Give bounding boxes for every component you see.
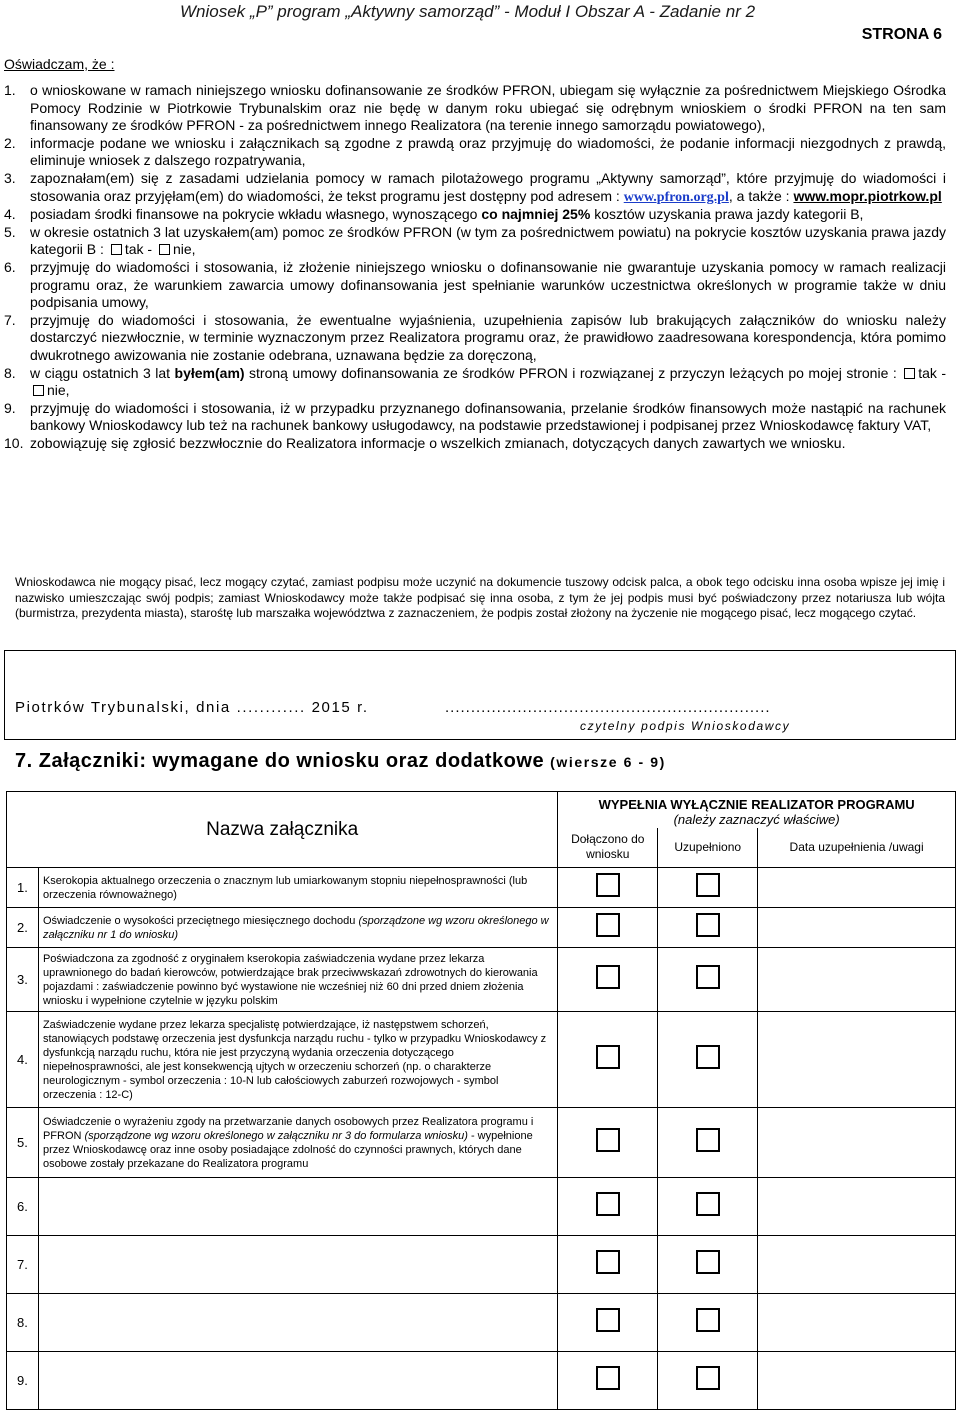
declaration-item: 10. zobowiązuję się zgłosić bezzwłocznie do Realizatora informacje o wszelkich zmianach, dotyczących danych zawartych we wniosku. — [4, 434, 846, 451]
declaration-item: 9. przyjmuję do wiadomości i stosowania, iż w przypadku przyznanego dofinansowania, przelanie środków finansowych może nastąpić na rachunek bankowy Wnioskodawcy lub też na rachunek bankowy usługodawcy, na podstawie przedstawionej i podpisanej przez Wnioskodawcę faktury VAT, — [4, 399, 946, 434]
declaration-item: 1. o wnioskowane w ramach niniejszego wniosku dofinansowanie ze środków PFRON, ubiegam się wyłącznie za pośrednictwem Miejskiego Ośrodka Pomocy Rodzinie w Piotrkowie Trybunalskim oraz nie będę w danym roku ubiegać się odrębnym wnioskiem o środki PFRON na ten sam finansowany ze środków PFRON - za pośrednictwem innego Realizatora (na terenie innego samorządu powiatowego), — [4, 82, 946, 134]
mopr-link[interactable]: www.mopr.piotrkow.pl — [793, 187, 942, 204]
declaration-intro: Oświadczam, że : — [4, 56, 115, 72]
declaration-item: 7. przyjmuję do wiadomości i stosowania, że ewentualne wyjaśnienia, uzupełnienia zapisów lub brakujących załączników do wniosku należy dostarczyć niezwłocznie, w terminie wyznaczonym przez Realizatora programu oraz, że prawidłowo zaadresowana korespondencja, która pomimo dwukrotnego awizowania nie zostanie odebrana, uznawana będzie za doręczoną, — [4, 311, 946, 363]
table-row: 3. Poświadczona za zgodność z oryginałem kserokopia zaświadczenia wydane przez lekarza uprawnionego do badań kierowców, potwierdzające brak przeciwwskazań zdrowotnych do kierowania pojazdami : zaświadczenie powinno być wystawione nie wcześniej niż 60 dni przed dniem złożenia wniosku i wypełnione czytelnie w języku polskim — [7, 948, 956, 1012]
attachments-table — [6, 791, 956, 1410]
date-cell[interactable] — [758, 948, 956, 1012]
date-cell[interactable] — [758, 868, 956, 908]
declaration-item: 2. informacje podane we wniosku i załącznikach są zgodne z prawdą oraz przyjmuję do wiadomości, że podanie informacji niezgodnych z prawdą, eliminuje wniosek z dalszego rozpatrywania, — [4, 134, 946, 169]
desc-field[interactable] — [38, 1294, 557, 1352]
attached-checkbox[interactable] — [596, 1250, 620, 1274]
page-number: STRONA 6 — [861, 26, 942, 43]
completed-checkbox[interactable] — [696, 873, 720, 897]
signature-label: czytelny podpis Wnioskodawcy — [580, 719, 791, 733]
table-row: 9. — [7, 1352, 956, 1410]
place-date-field[interactable]: Piotrków Trybunalski, dnia ............ 2015 r. — [15, 699, 369, 716]
declarations-list — [4, 82, 946, 452]
date-cell[interactable] — [758, 1294, 956, 1352]
col-name-header: Nazwa załącznika — [7, 792, 558, 868]
desc-field[interactable] — [38, 1236, 557, 1294]
completed-checkbox[interactable] — [696, 1045, 720, 1069]
date-cell[interactable] — [758, 1178, 956, 1236]
completed-checkbox[interactable] — [696, 965, 720, 989]
header-title: Wniosek „P” program „Aktywny samorząd” - Moduł I Obszar A - Zadanie nr 2 — [180, 2, 756, 21]
table-row: 5. Oświadczenie o wyrażeniu zgody na przetwarzanie danych osobowych przez Realizatora programu i PFRON (sporządzone wg wzoru określonego w załączniku nr 3 do formularza wniosku) - wypełnione przez Wnioskodawcę oraz inne osoby posiadające zdolność do czynności prawnych, których dane osobowe zostały przekazane do Realizatora programu — [7, 1108, 956, 1178]
table-row: 2. Oświadczenie o wysokości przeciętnego miesięcznego dochodu (sporządzone wg wzoru określonego w załączniku nr 1 do wniosku) — [7, 908, 956, 948]
date-cell[interactable] — [758, 1012, 956, 1108]
date-cell[interactable] — [758, 1108, 956, 1178]
declaration-item: 8. w ciągu ostatnich 3 lat byłem(am) stroną umowy dofinansowania ze środków PFRON i rozwiązanej z przyczyn leżących po mojej stronie : tak - nie, — [4, 364, 946, 399]
attached-checkbox[interactable] — [596, 1045, 620, 1069]
declaration-item: 3. zapoznałam(em) się z zasadami udzielania pomocy w ramach pilotażowego programu „Aktywny samorząd”, które przyjmuję do wiadomości i stosowania oraz przyjęłam(em) do wiadomości, że tekst programu jest dostępny pod adresem : www.pfron.org.pl, a także : www.mopr.piotrkow.pl — [4, 169, 946, 205]
attached-checkbox[interactable] — [596, 1128, 620, 1152]
attached-checkbox[interactable] — [596, 913, 620, 937]
completed-checkbox[interactable] — [696, 1128, 720, 1152]
attachments-title: 7. Załączniki: wymagane do wniosku oraz dodatkowe (wiersze 6 - 9) — [15, 750, 666, 772]
realizator-header: WYPEŁNIA WYŁĄCZNIE REALIZATOR PROGRAMU (należy zaznaczyć właściwe) — [558, 792, 956, 828]
table-row: 1. Kserokopia aktualnego orzeczenia o znacznym lub umiarkowanym stopniu niepełnosprawności (lub orzeczenia równoważnego) — [7, 868, 956, 908]
desc-field[interactable] — [38, 1178, 557, 1236]
completed-checkbox[interactable] — [696, 1366, 720, 1390]
yes-checkbox[interactable] — [111, 244, 122, 255]
attached-checkbox[interactable] — [596, 1192, 620, 1216]
col-date-header: Data uzupełnienia /uwagi — [758, 828, 956, 868]
completed-checkbox[interactable] — [696, 913, 720, 937]
attached-checkbox[interactable] — [596, 1366, 620, 1390]
completed-checkbox[interactable] — [696, 1308, 720, 1332]
table-row: 4. Zaświadczenie wydane przez lekarza specjalistę potwierdzające, iż następstwem schorzeń, stanowiących podstawę orzeczenia jest dysfunkcja narządu ruchu - tylko w przypadku Wnioskodawcy z dysfunkcją narządu ruchu, która nie jest przyczyną wydania orzeczenia dotyczącego niepełnosprawności, ale jest konsekwencją ujtych w orzeczeniu schorzeń (np. o charakterze neurologicznym - symbol orzeczenia : 10-N lub całościowych zaburzeń rozwojowych - symbol orzeczenia : 12-C) — [7, 1012, 956, 1108]
date-cell[interactable] — [758, 1236, 956, 1294]
declaration-item: 4. posiadam środki finansowe na pokrycie wkładu własnego, wynoszącego co najmniej 25% kosztów uzyskania prawa jazdy kategorii B, — [4, 206, 864, 223]
completed-checkbox[interactable] — [696, 1250, 720, 1274]
signature-field[interactable]: ............................................................... — [445, 699, 771, 716]
attached-checkbox[interactable] — [596, 965, 620, 989]
table-row: 6. — [7, 1178, 956, 1236]
desc-field[interactable] — [38, 1352, 557, 1410]
signature-box — [4, 650, 956, 740]
completed-checkbox[interactable] — [696, 1192, 720, 1216]
table-row: 8. — [7, 1294, 956, 1352]
no-checkbox[interactable] — [159, 244, 170, 255]
date-cell[interactable] — [758, 908, 956, 948]
attached-checkbox[interactable] — [596, 873, 620, 897]
attached-checkbox[interactable] — [596, 1308, 620, 1332]
declaration-item: 5. w okresie ostatnich 3 lat uzyskałem(am) pomoc ze środków PFRON (w tym za pośrednictwem powiatu) na pokrycie kosztów uzyskania prawa jazdy kategorii B : tak - nie, — [4, 223, 946, 258]
declaration-item: 6. przyjmuję do wiadomości i stosowania, iż złożenie niniejszego wniosku o dofinansowanie nie gwarantuje uzyskania pomocy w ramach realizacji programu oraz, że warunkiem zawarcia umowy dofinansowania jest spełnianie warunków uczestnictwa określonych w programie także w dniu podpisania umowy, — [4, 258, 946, 311]
signature-note: Wnioskodawca nie mogący pisać, lecz mogący czytać, zamiast podpisu może uczynić na dokumencie tuszowy odcisk palca, a obok tego odcisku inna osoba wpisze jej imię i nazwisko umieszczając swój podpis; zamiast Wnioskodawcy może także podpisać się inna osoba, z tym że jej podpis musi być poświadczony przez notariusza lub wójta (burmistrza, prezydenta miasta), starośtę lub marszałka województwa z zaznaczeniem, że podpis został złożony na życzenie nie mogącego pisać, lecz mogącego czytać. — [15, 575, 945, 621]
table-row: 7. — [7, 1236, 956, 1294]
yes-checkbox[interactable] — [904, 368, 915, 379]
col-attached-header: Dołączono do wniosku — [558, 828, 658, 868]
no-checkbox[interactable] — [33, 385, 44, 396]
date-cell[interactable] — [758, 1352, 956, 1410]
pfron-link[interactable]: www.pfron.org.pl — [623, 189, 729, 205]
col-completed-header: Uzupełniono — [658, 828, 758, 868]
